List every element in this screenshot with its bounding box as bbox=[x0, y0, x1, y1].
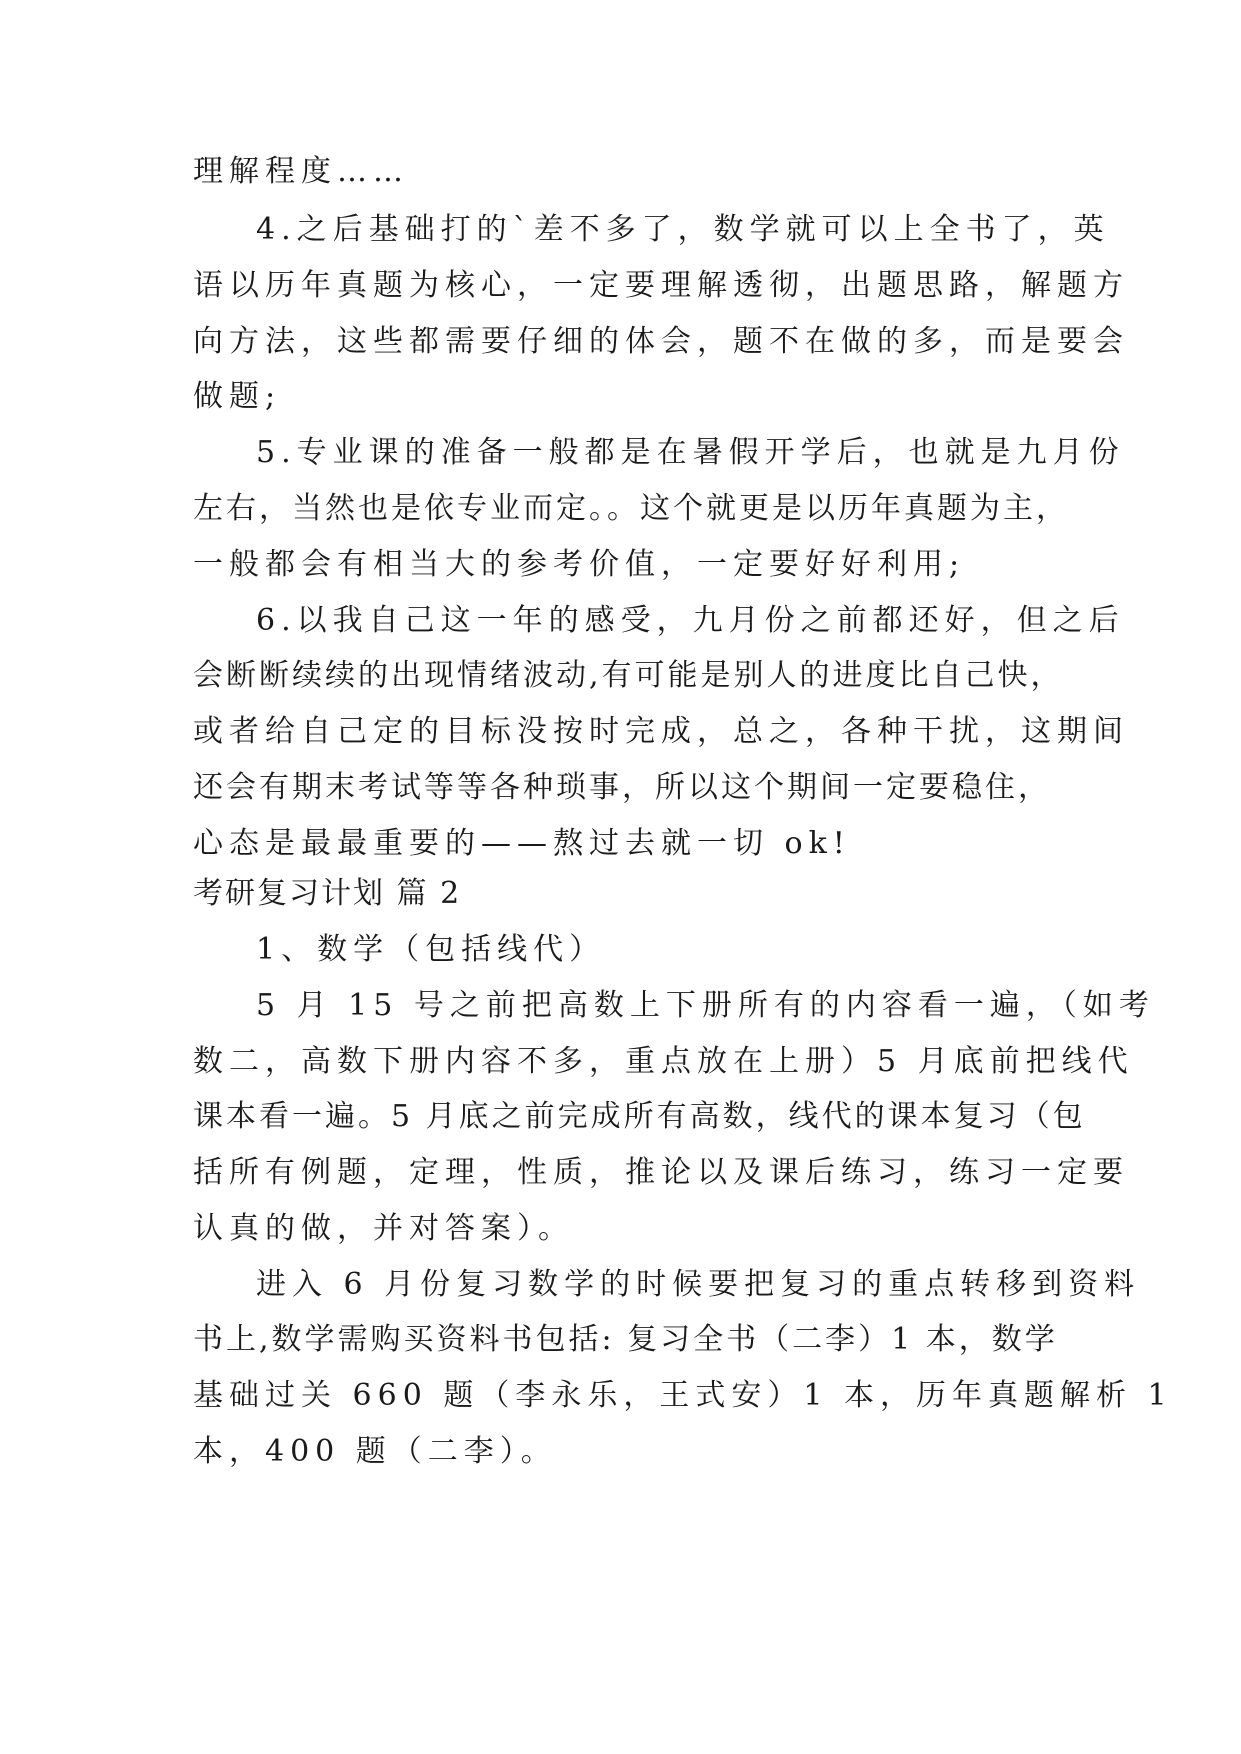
paragraph-line: 书上,数学需购买资料书包括: 复习全书（二李）1 本，数学 bbox=[193, 1322, 1058, 1357]
paragraph-line: 本，400 题（二李）。 bbox=[193, 1434, 557, 1469]
paragraph-line: 向方法，这些都需要仔细的体会，题不在做的多，而是要会 bbox=[193, 324, 1129, 359]
paragraph-line: 理解程度…… bbox=[193, 154, 409, 189]
paragraph-line: 4.之后基础打的`差不多了，数学就可以上全书了，英 bbox=[256, 212, 1110, 247]
paragraph-line: 课本看一遍。5 月底之前完成所有高数，线代的课本复习（包 bbox=[193, 1099, 1086, 1134]
paragraph-line: 6.以我自己这一年的感受，九月份之前都还好，但之后 bbox=[256, 603, 1125, 638]
paragraph-line: 做题; bbox=[193, 379, 282, 414]
paragraph-line: 还会有期末考试等等各种琐事，所以这个期间一定要稳住， bbox=[193, 770, 1051, 805]
paragraph-line: 数二，高数下册内容不多，重点放在上册）5 月底前把线代 bbox=[193, 1044, 1134, 1079]
paragraph-line: 5.专业课的准备一般都是在暑假开学后，也就是九月份 bbox=[256, 435, 1125, 470]
paragraph-line: 括所有例题，定理，性质，推论以及课后练习，练习一定要 bbox=[193, 1155, 1129, 1190]
paragraph-line: 语以历年真题为核心，一定要理解透彻，出题思路，解题方 bbox=[193, 268, 1129, 303]
subsection-heading: 1、数学（包括线代） bbox=[256, 932, 606, 967]
paragraph-line: 一般都会有相当大的参考价值，一定要好好利用; bbox=[193, 547, 966, 582]
section-heading: 考研复习计划 篇 2 bbox=[193, 876, 462, 911]
paragraph-line: 左右，当然也是依专业而定。。这个就更是以历年真题为主， bbox=[193, 491, 1069, 526]
paragraph-line: 会断断续续的出现情绪波动,有可能是别人的进度比自己快， bbox=[193, 658, 1064, 693]
paragraph-line: 基础过关 660 题（李永乐，王式安）1 本，历年真题解析 1 bbox=[193, 1378, 1173, 1413]
paragraph-line: 心态是最最重要的——熬过去就一切 ok! bbox=[193, 826, 851, 861]
paragraph-line: 5 月 15 号之前把高数上下册所有的内容看一遍，（如考 bbox=[256, 988, 1155, 1023]
paragraph-line: 认真的做，并对答案）。 bbox=[193, 1211, 574, 1246]
paragraph-line: 或者给自己定的目标没按时完成，总之，各种干扰，这期间 bbox=[193, 714, 1129, 749]
paragraph-line: 进入 6 月份复习数学的时候要把复习的重点转移到资料 bbox=[256, 1267, 1141, 1302]
